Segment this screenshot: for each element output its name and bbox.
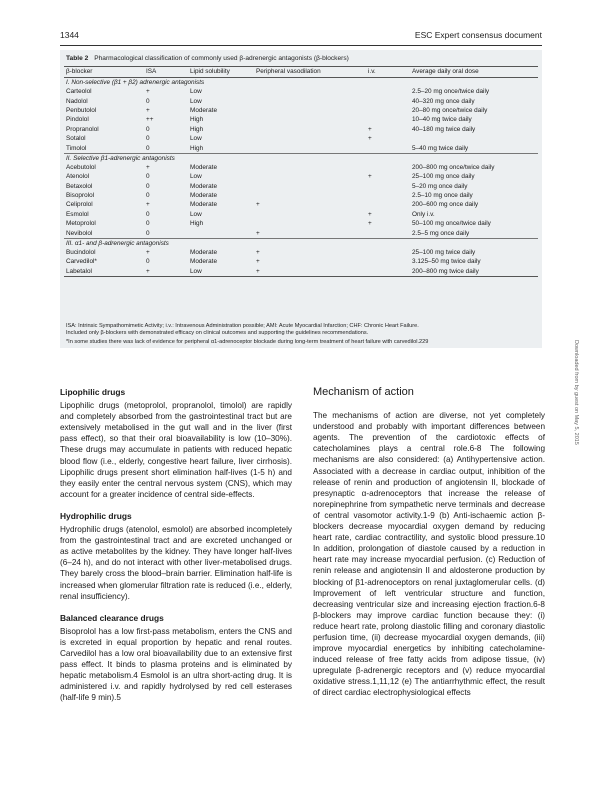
- col-header: β-blocker: [64, 67, 144, 78]
- table-cell: High: [190, 220, 204, 228]
- table-cell: [366, 182, 410, 191]
- table-cell: [366, 200, 410, 209]
- right-column: [313, 387, 545, 710]
- table-cell: +: [368, 220, 372, 228]
- table-cell: [366, 163, 410, 172]
- table-cell: Moderate: [190, 192, 217, 200]
- table-cell: Moderate: [190, 249, 217, 257]
- table-cell: [366, 248, 410, 257]
- table-caption: [66, 55, 536, 62]
- table-row: [64, 115, 538, 124]
- table-cell: +: [146, 249, 150, 257]
- table-cell: +: [256, 229, 260, 237]
- mechanism-heading: Mechanism of action: [313, 386, 414, 398]
- section-balanced-clearance: [60, 613, 292, 704]
- table-cell: 2.5–5 mg once daily: [412, 229, 470, 237]
- table-cell: Low: [190, 173, 202, 181]
- table-cell: 200–800 mg twice daily: [410, 267, 538, 277]
- table-cell: [254, 96, 366, 105]
- table-cell: +: [368, 173, 372, 181]
- table-cell: [254, 219, 366, 228]
- table-cell: [254, 182, 366, 191]
- table-cell: Pindolol: [66, 116, 89, 124]
- table-footnote-scope: Included only β-blockers with demonstrated efficacy on clinical outcomes and supporting the guidelines recommendations.: [66, 330, 369, 336]
- table-cell: 25–100 mg once daily: [412, 173, 475, 181]
- table-cell: 0: [146, 125, 150, 133]
- table-row: [64, 96, 538, 105]
- table-cell: Nevibolol: [66, 229, 93, 237]
- table-cell: 0: [146, 258, 150, 266]
- table-cell: +: [146, 88, 150, 96]
- table-row: [64, 106, 538, 115]
- col-header: ISA: [144, 67, 188, 78]
- table-cell: Nadolol: [66, 97, 88, 105]
- table-cell: [366, 115, 410, 124]
- table-row: [64, 257, 538, 266]
- table-cell: Bucindolol: [66, 249, 96, 257]
- table-row: [64, 143, 538, 153]
- table-cell: Penbutolol: [66, 106, 97, 114]
- table-cell: [366, 228, 410, 238]
- mechanism-paragraph: The mechanisms of action are diverse, not yet completely understood and probably with important differences between agents. The prevention of the cardiotoxic effects of catecholamines plays a central role.6-8 The following mechanisms are also considered: (a) Antihypertensive action. Associated with a decrease in cardiac output, inhibition of the release of renin and production of angiotensin II, blockade of presynaptic α-adrenoceptors that increase the release of norepinephrine from sympathetic nerve terminals and decrease of central vasomotor activity.1-9 (b) Anti-ischaemic action β-blockers decrease myocardial oxygen demand by reducing heart rate, cardiac contractility, and systolic blood pressure.10 In addition, prolongation of diastole caused by a reduction in heart rate may increase myocardial perfusion. (c) Reduction of renin release and angiotensin II and aldosterone production by blocking of β1-adrenoceptors on renal juxtaglomerular cells. (d) Improvement of left ventricular structure and function, decreasing ventricular size and increasing ejection fraction.6-8 β-blockers may improve cardiac function because they: (i) reduce heart rate, prolong diastolic filling and coronary diastolic perfusion time, (ii) decrease myocardial oxygen demands, (iii) improve myocardial energetics by inhibiting catecholamine-induced release of free fatty acids from adipose tissue, (iv) upregulate β-adrenergic receptors and (v) reduce myocardial oxidative stress.1,11,12 (e) The antiarrhythmic effect, the result of direct cardiac electrophysiological effects: [313, 411, 545, 698]
- table-cell: Atenolol: [66, 173, 90, 181]
- table-cell: 5–20 mg once daily: [412, 182, 468, 190]
- journal-title: ESC Expert consensus document: [414, 30, 542, 40]
- table-cell: +: [146, 163, 150, 171]
- table-cell: Celiprolol: [66, 201, 93, 209]
- table-cell: ++: [146, 116, 154, 124]
- table-row: [64, 191, 538, 200]
- section-paragraph: Hydrophilic drugs (atenolol, esmolol) are absorbed incompletely from the gastrointestinal tract and are excreted unchanged or as active metabolites by the kidney. They have longer half-lives (6–24 h), and do not interact with other liver-metabolised drugs. They barely cross the blood–brain barrier. Elimination half-life is increased when glomerular filtration rate is reduced (i.e., elderly, renal insufficiency).: [60, 525, 292, 601]
- table-cell: High: [190, 144, 204, 152]
- table-cell: Sotalol: [66, 135, 86, 143]
- table-cell: [254, 163, 366, 172]
- table-cell: Low: [190, 97, 202, 105]
- section-heading: Balanced clearance drugs: [60, 612, 164, 623]
- table-cell: 2.5–20 mg once/twice daily: [412, 88, 490, 96]
- table-row: [64, 134, 538, 143]
- table-body: [64, 78, 538, 277]
- section-heading: Lipophilic drugs: [60, 387, 126, 397]
- table-cell: [366, 191, 410, 200]
- section-paragraph: Bisoprolol has a low first-pass metabolism, enters the CNS and is excreted in equal proportion by hepatic and renal routes. Carvedilol has a low oral bioavailability due to an extensive first pass effect. It binds to plasma proteins and is eliminated by hepatic metabolism.4 Esmolol is an ultra short-acting drug. It is administered i.v. and rapidly hydrolysed by red cell esterases (half-life 9 min).5: [60, 626, 292, 703]
- table-caption-text: Pharmacological classification of commonly used β-adrenergic antagonists (β-blockers): [94, 55, 349, 62]
- table-cell: Moderate: [190, 163, 217, 171]
- table-cell: 0: [146, 97, 150, 105]
- page-header: [60, 30, 542, 44]
- table-cell: 10–40 mg twice daily: [412, 116, 472, 124]
- table-cell: Carvedilol*: [66, 258, 97, 266]
- table-cell: [254, 191, 366, 200]
- table-cell: Low: [190, 210, 202, 218]
- table-cell: [254, 143, 366, 153]
- table-row: [64, 267, 538, 277]
- table-cell: Labetalol: [64, 267, 144, 277]
- table-cell: [254, 172, 366, 181]
- table-row: [64, 172, 538, 181]
- table-cell: [366, 143, 410, 153]
- table-cell: 0: [146, 229, 150, 237]
- table-cell: [254, 134, 366, 143]
- table-row: [64, 87, 538, 96]
- table-cell: +: [368, 125, 372, 133]
- page-number: 1344: [60, 30, 79, 40]
- table-cell: 25–100 mg twice daily: [412, 249, 476, 257]
- table-cell: 2.5–10 mg once daily: [412, 192, 473, 200]
- table-cell: Propranolol: [66, 125, 99, 133]
- table-cell: 5–40 mg twice daily: [412, 144, 469, 152]
- section-lipophilic: [60, 387, 292, 500]
- table-header-row: [64, 67, 538, 78]
- table-cell: [366, 267, 410, 277]
- table-cell: Timolol: [66, 144, 87, 152]
- table-cell: +: [254, 267, 366, 277]
- table-cell: 0: [146, 135, 150, 143]
- table-row: [64, 163, 538, 172]
- table-cell: 200–600 mg once daily: [412, 201, 479, 209]
- table-group-row: [64, 238, 538, 248]
- table-group-title: II. Selective β1-adrenergic antagonists: [64, 153, 538, 163]
- table-cell: High: [190, 116, 204, 124]
- table-cell: [366, 257, 410, 266]
- table-cell: [254, 87, 366, 96]
- table-cell: High: [190, 125, 204, 133]
- table-group-title: III. α1- and β-adrenergic antagonists: [64, 238, 538, 248]
- table-cell: Low: [190, 88, 202, 96]
- table-cell: 0: [146, 144, 150, 152]
- table-footnote-carvedilol: *In some studies there was lack of evidence for peripheral α1-adrenoceptor blockade during long-term treatment of heart failure with carvedilol.229: [66, 339, 429, 345]
- table-cell: Betaxolol: [66, 182, 93, 190]
- table-row: [64, 228, 538, 238]
- table-cell: Acebutolol: [66, 163, 96, 171]
- table-cell: Metoprolol: [66, 220, 96, 228]
- section-heading: Hydrophilic drugs: [60, 510, 132, 521]
- table-group-title: I. Non-selective (β1 + β2) adrenergic antagonists: [66, 79, 205, 86]
- table-cell: +: [368, 135, 372, 143]
- table-row: [64, 125, 538, 134]
- col-header: Lipid solubility: [188, 67, 254, 78]
- table-caption-label: Table 2: [66, 55, 89, 62]
- table-row: [64, 210, 538, 219]
- table-cell: [366, 106, 410, 115]
- table-cell: Moderate: [190, 258, 217, 266]
- table-cell: 0: [146, 182, 150, 190]
- table-group-row: [64, 153, 538, 163]
- table-cell: 0: [146, 173, 150, 181]
- table-cell: 40–320 mg once daily: [412, 97, 475, 105]
- table-cell: [188, 228, 254, 238]
- beta-blocker-table: [64, 66, 538, 277]
- table-cell: 0: [146, 220, 150, 228]
- table-cell: 50–100 mg once/twice daily: [412, 220, 491, 228]
- col-header: Peripheral vasodilation: [254, 67, 366, 78]
- table-cell: 40–180 mg twice daily: [412, 125, 476, 133]
- table-cell: Moderate: [190, 182, 217, 190]
- section-hydrophilic: [60, 511, 292, 602]
- col-header: Average daily oral dose: [410, 67, 538, 78]
- table-cell: [366, 96, 410, 105]
- left-column: [60, 387, 292, 714]
- table-footnote-abbrev: ISA: Intrinsic Sympathomimetic Activity; i.v.: Intravenous Administration possible; AMI: Acute Myocardial Infarction; CHF: Chronic Heart Failure.: [66, 323, 419, 329]
- table-row: [64, 182, 538, 191]
- col-header: i.v.: [366, 67, 410, 78]
- table-cell: [254, 106, 366, 115]
- table-cell: Low: [188, 267, 254, 277]
- table-cell: Bisoprolol: [66, 192, 95, 200]
- table-row: [64, 248, 538, 257]
- table-cell: [410, 134, 538, 143]
- table-cell: +: [256, 258, 260, 266]
- table-cell: +: [256, 201, 260, 209]
- table-cell: Low: [190, 135, 202, 143]
- table-cell: [366, 87, 410, 96]
- table-cell: [254, 125, 366, 134]
- table-cell: +: [146, 106, 150, 114]
- table-cell: +: [256, 249, 260, 257]
- table-cell: Moderate: [190, 201, 217, 209]
- table-cell: Only i.v.: [412, 210, 435, 218]
- section-paragraph: Lipophilic drugs (metoprolol, propranolol, timolol) are rapidly and completely absorbed from the gastrointestinal tract but are extensively metabolised in the gut wall and in the liver (first pass effect), so that their oral bioavailability is low (10–30%). These drugs may accumulate in patients with reduced hepatic blood flow (i.e., elderly, congestive heart failure, liver cirrhosis). Lipophilic drugs present short elimination half-lives (1-5 h) and they easily enter the central nervous system (CNS), which may account for a greater incidence of central side-effects.: [60, 401, 292, 499]
- table-cell: +: [144, 267, 188, 277]
- table-cell: Esmolol: [66, 210, 89, 218]
- table-cell: 0: [146, 210, 150, 218]
- download-watermark-text: Downloaded from by guest on May 5, 2015: [573, 340, 579, 445]
- table-cell: 0: [146, 192, 150, 200]
- download-watermark: [571, 340, 581, 580]
- header-rule: [60, 45, 542, 46]
- table-cell: Carteolol: [66, 88, 92, 96]
- table-cell: Moderate: [190, 106, 217, 114]
- table-cell: +: [368, 210, 372, 218]
- table-row: [64, 219, 538, 228]
- table-row: [64, 200, 538, 209]
- table-group-row: [64, 78, 538, 88]
- table-cell: 3.125–50 mg twice daily: [412, 258, 481, 266]
- table-cell: [254, 210, 366, 219]
- table-cell: +: [146, 201, 150, 209]
- table-cell: 200–800 mg once/twice daily: [412, 163, 495, 171]
- table-cell: [254, 115, 366, 124]
- table-cell: 20–80 mg once/twice daily: [412, 106, 488, 114]
